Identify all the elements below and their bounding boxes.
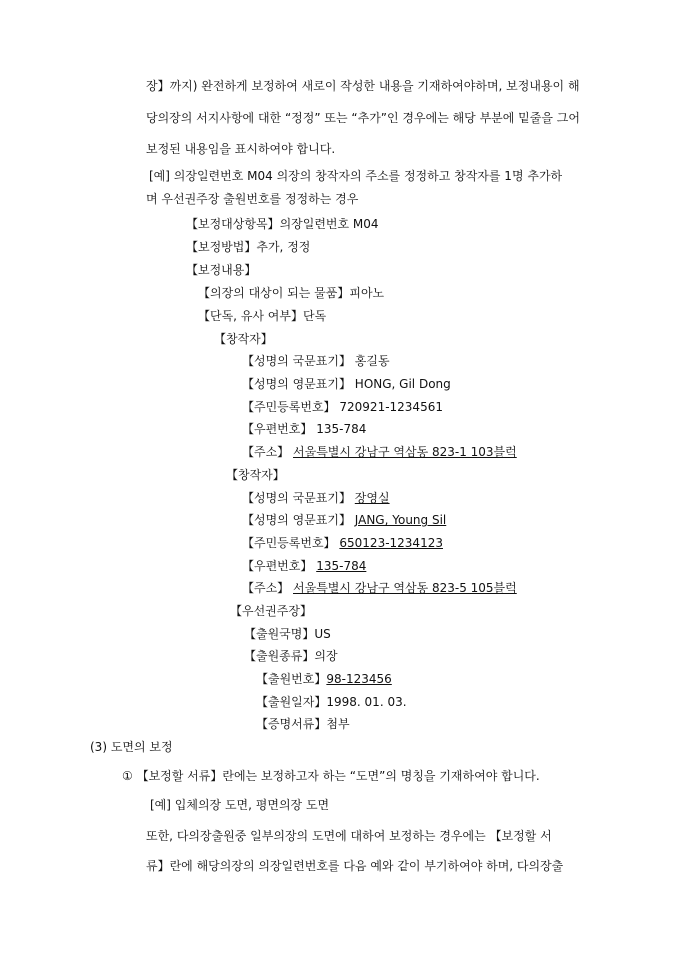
priority-number-row <box>256 671 392 687</box>
content-label: 【보정내용】 <box>186 263 257 277</box>
priority-type-row <box>244 648 338 664</box>
creator2-name-ko-row <box>242 490 390 506</box>
creator2-zip-row <box>242 558 366 574</box>
target-row <box>186 216 379 232</box>
creator1-zip-label: 【우편번호】 <box>242 422 313 436</box>
creator1-zip: 135-784 <box>316 422 367 436</box>
creator1-addr-label: 【주소】 <box>242 445 290 459</box>
target-label: 【보정대상항목】 <box>186 217 280 231</box>
intro-line-1: 장】까지) 완전하게 보정하여 새로이 작성한 내용을 기재하여야하며, 보정내용이 해 <box>146 79 580 93</box>
creator1-name-en: HONG, Gil Dong <box>354 377 451 391</box>
creator2-addr: 서울특별시 강남구 역삼동 823-5 105블럭 <box>293 581 517 595</box>
priority-date-label: 【출원일자】 <box>256 695 327 709</box>
section3-item1: ① 【보정할 서류】란에는 보정하고자 하는 “도면”의 명칭을 기재하여야 합니다. <box>122 769 540 783</box>
creator1-id: 720921-1234561 <box>339 400 443 414</box>
creator2-zip: 135-784 <box>316 559 367 573</box>
creator1-name-ko-row <box>242 353 390 369</box>
priority-doc-row <box>256 716 350 732</box>
creator2-header: 【창작자】 <box>226 468 285 482</box>
section3-heading: (3) 도면의 보정 <box>90 740 173 754</box>
creator2-id-label: 【주민등록번호】 <box>242 536 336 550</box>
priority-number: 98-123456 <box>326 672 392 686</box>
method-row <box>186 239 310 255</box>
subject-row <box>198 285 384 301</box>
creator2-addr-label: 【주소】 <box>242 581 290 595</box>
target-value: 의장일련번호 M04 <box>279 217 379 231</box>
priority-date-row <box>256 694 407 710</box>
method-label: 【보정방법】 <box>186 240 257 254</box>
creator1-addr-row <box>242 444 517 460</box>
creator2-name-en-row <box>242 512 446 528</box>
creator2-name-ko-label: 【성명의 국문표기】 <box>242 491 351 505</box>
section3-para-line-2: 류】란에 해당의장의 의장일련번호를 다음 예와 같이 부기하여야 하며, 다의장출 <box>146 859 564 873</box>
creator2-id-row <box>242 535 443 551</box>
priority-type-label: 【출원종류】 <box>244 649 315 663</box>
subject-label: 【의장의 대상이 되는 물품】 <box>198 286 350 300</box>
creator2-addr-row <box>242 580 517 596</box>
priority-header: 【우선권주장】 <box>230 604 312 618</box>
priority-country-row <box>244 626 331 642</box>
creator1-zip-row <box>242 421 366 437</box>
priority-country-label: 【출원국명】 <box>244 627 315 641</box>
priority-doc-label: 【증명서류】 <box>256 717 327 731</box>
intro-line-2: 당의장의 서지사항에 대한 “정정” 또는 “추가”인 경우에는 해당 부분에 밑줄을 그어 <box>146 111 580 125</box>
creator1-name-ko-label: 【성명의 국문표기】 <box>242 354 351 368</box>
example1-line-1: [예] 의장일련번호 M04 의장의 창작자의 주소를 정정하고 창작자를 1명 추가하 <box>149 169 563 183</box>
section3-para-line-1: 또한, 다의장출원중 일부의장의 도면에 대하여 보정하는 경우에는 【보정할 서 <box>146 829 552 843</box>
creator2-id: 650123-1234123 <box>339 536 443 550</box>
priority-country: US <box>314 627 331 641</box>
creator2-name-en: JANG, Young Sil <box>354 513 447 527</box>
single-label: 【단독, 유사 여부】 <box>198 309 303 323</box>
method-value: 추가, 정정 <box>256 240 311 254</box>
example1-line-2: 며 우선권주장 출원번호를 정정하는 경우 <box>146 192 359 206</box>
creator1-name-en-row <box>242 376 451 392</box>
creator2-zip-label: 【우편번호】 <box>242 559 313 573</box>
creator1-name-en-label: 【성명의 영문표기】 <box>242 377 351 391</box>
creator1-id-label: 【주민등록번호】 <box>242 400 336 414</box>
priority-date: 1998. 01. 03. <box>326 695 407 709</box>
creator1-addr: 서울특별시 강남구 역삼동 823-1 103블럭 <box>293 445 517 459</box>
single-row <box>198 308 326 324</box>
creator1-name-ko: 홍길동 <box>354 354 390 368</box>
intro-line-3: 보정된 내용임을 표시하여야 합니다. <box>146 142 336 156</box>
single-value: 단독 <box>303 309 327 323</box>
creator1-id-row <box>242 399 443 415</box>
section3-example: [예] 입체의장 도면, 평면의장 도면 <box>150 798 330 812</box>
creator2-name-en-label: 【성명의 영문표기】 <box>242 513 351 527</box>
creator1-header: 【창작자】 <box>214 332 273 346</box>
priority-type: 의장 <box>314 649 338 663</box>
subject-value: 피아노 <box>349 286 385 300</box>
priority-doc: 첨부 <box>326 717 350 731</box>
creator2-name-ko: 장영실 <box>354 491 390 505</box>
priority-number-label: 【출원번호】 <box>256 672 327 686</box>
